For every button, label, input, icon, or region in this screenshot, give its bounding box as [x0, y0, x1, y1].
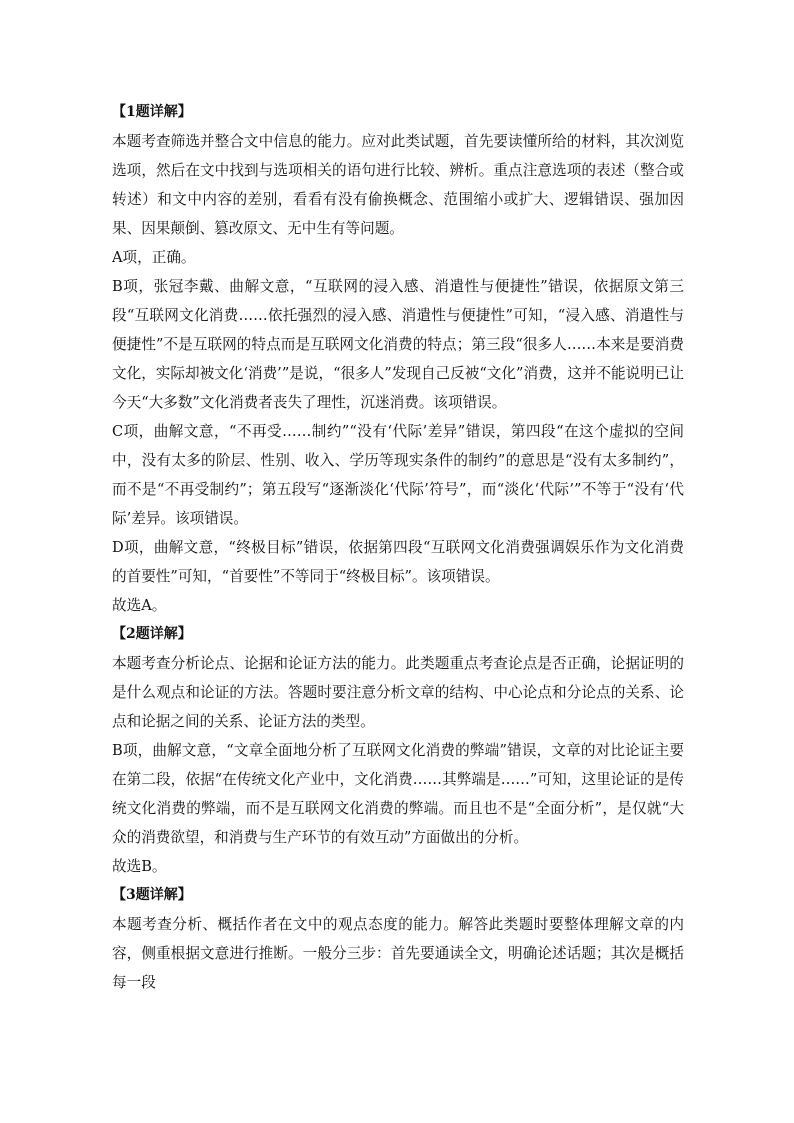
paragraph: 故选A。 [112, 597, 167, 614]
section-q3 [112, 881, 684, 997]
paragraph: B项，张冠李戴、曲解文意，“互联网的浸入感、消遣性与便捷性”错误，依据原文第三段“互联网文化消费……依托强烈的浸入感、消遣性与便捷性”可知，“浸入感、消遣性与便捷性”不是互联网的特点而是互联网文化消费的特点；第三段“很多人……本来是要消费文化，实际却被文化‘消费’”是说，“很多人”发现自己反被“文化”消费，这并不能说明已让今天“大多数”文化消费者丧失了理性，沉迷消费。该项错误。 [112, 278, 684, 411]
section-heading: 【2题详解】 [112, 626, 192, 642]
paragraph: B项，曲解文意，“文章全面地分析了互联网文化消费的弊端”错误，文章的对比论证主要在第二段，依据“在传统文化产业中，文化消费……其弊端是……”可知，这里论证的是传统文化消费的弊端，而不是互联网文化消费的弊端。而且也不是“全面分析”，是仅就“大众的消费欲望，和消费与生产环节的有效互动”方面做出的分析。 [112, 742, 684, 846]
paragraph: 本题考查分析、概括作者在文中的观点态度的能力。解答此类题时要整体理解文章的内容，侧重根据文意进行推断。一般分三步：首先要通读全文，明确论述话题；其次是概括每一段 [112, 916, 684, 991]
section-q1 [112, 98, 684, 620]
paragraph: 本题考查分析论点、论据和论证方法的能力。此类题重点考查论点是否正确，论据证明的是什么观点和论证的方法。答题时要注意分析文章的结构、中心论点和分论点的关系、论点和论据之间的关系、论证方法的类型。 [112, 655, 684, 730]
section-heading: 【3题详解】 [112, 887, 192, 903]
paragraph: A项，正确。 [112, 249, 196, 266]
section-heading: 【1题详解】 [112, 104, 192, 120]
paragraph: 本题考查筛选并整合文中信息的能力。应对此类试题，首先要读懂所给的材料，其次浏览选项，然后在文中找到与选项相关的语句进行比较、辨析。重点注意选项的表述（整合或转述）和文中内容的差别，看看有没有偷换概念、范围缩小或扩大、逻辑错误、强加因果、因果颠倒、篡改原文、无中生有等问题。 [112, 133, 684, 237]
paragraph: D项，曲解文意，“终极目标”错误，依据第四段“互联网文化消费强调娱乐作为文化消费的首要性”可知，“首要性”不等同于“终极目标”。该项错误。 [112, 539, 684, 585]
paragraph: C项，曲解文意，“不再受……制约”“没有‘代际’差异”错误，第四段“在这个虚拟的空间中，没有太多的阶层、性别、收入、学历等现实条件的制约”的意思是“没有太多制约”，而不是“不再受制约”；第五段写“逐渐淡化‘代际’符号”，而“淡化‘代际’”不等于“没有‘代际’差异。该项错误。 [112, 423, 684, 527]
paragraph: 故选B。 [112, 858, 167, 875]
section-q2 [112, 620, 684, 881]
